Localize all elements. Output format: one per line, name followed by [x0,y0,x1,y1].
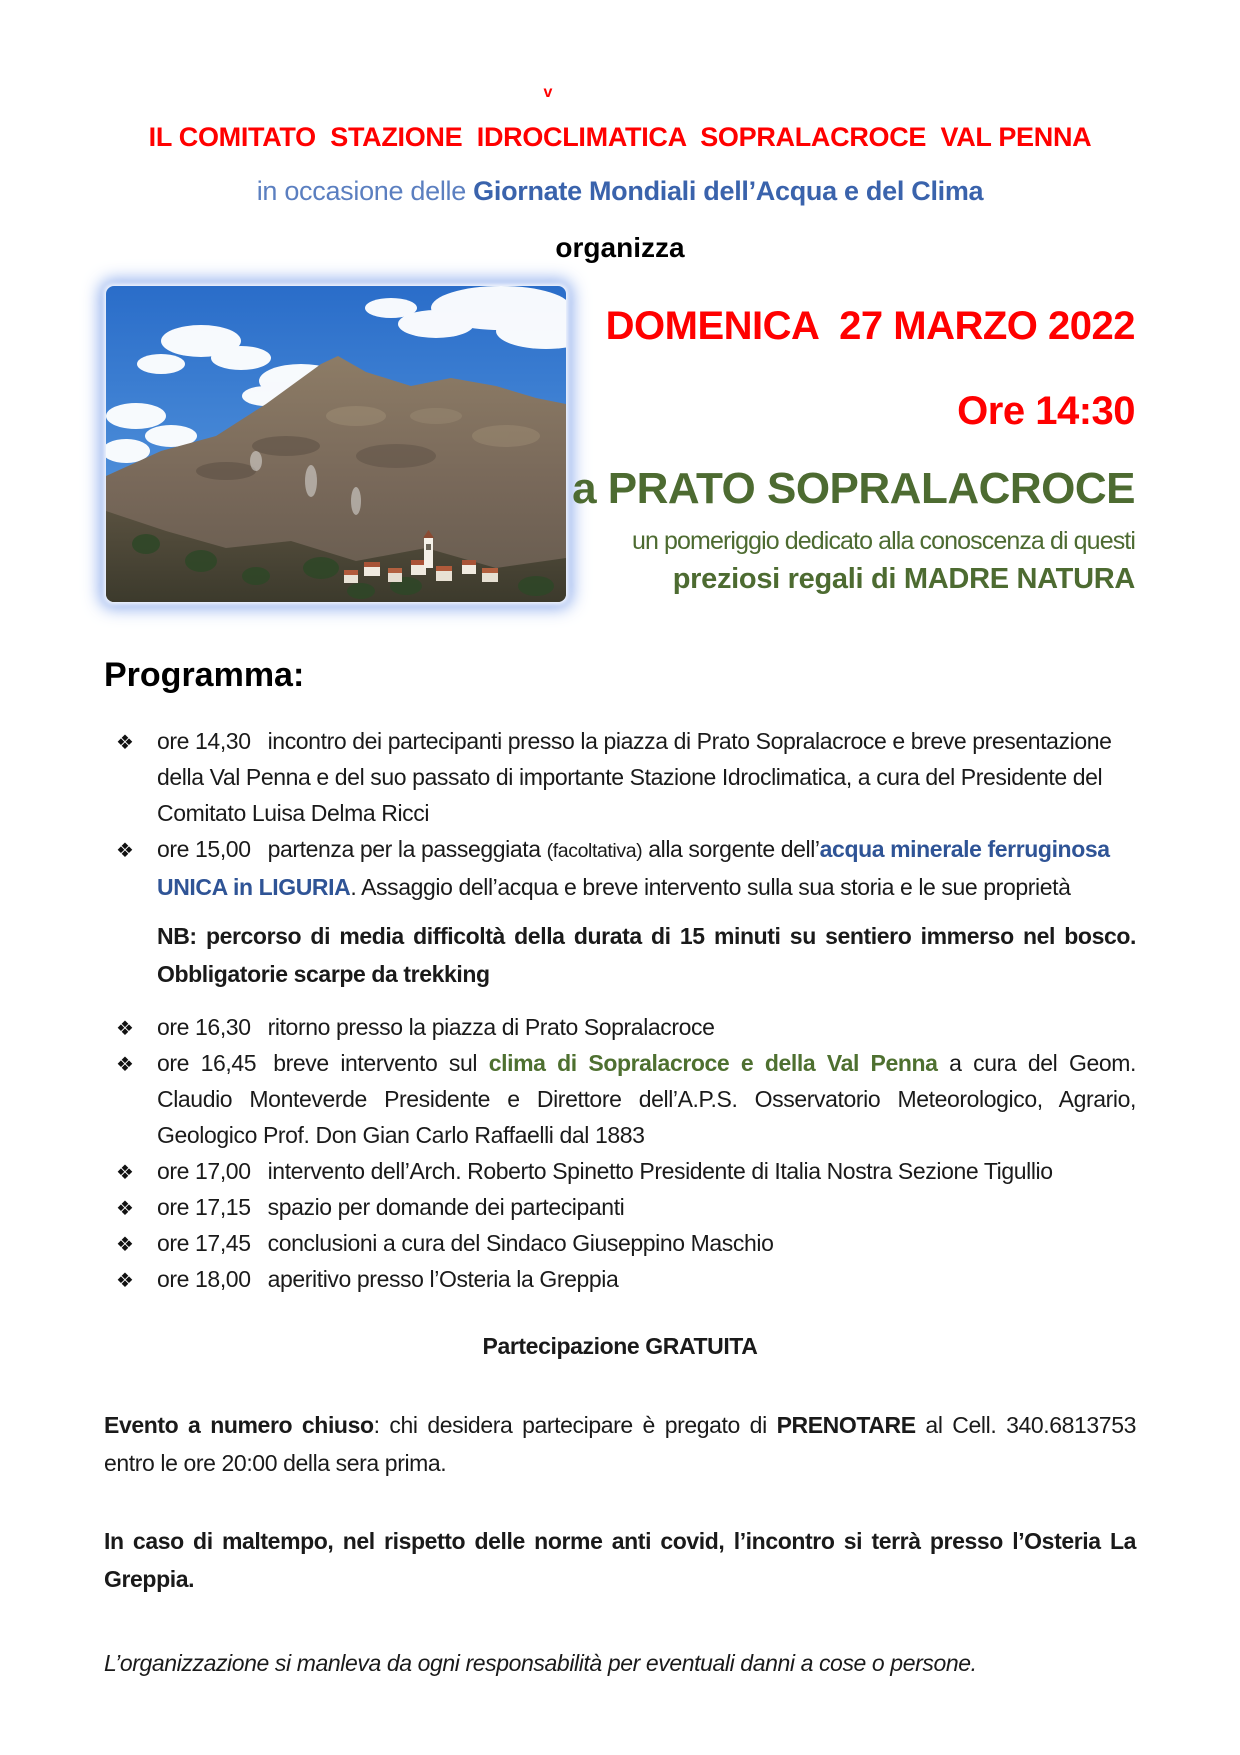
program-item-time: ore 16,45 [157,1050,257,1076]
text-segment: incontro dei partecipanti presso la piazza di Prato Sopralacroce e breve presentazione della Val Penna e del suo passato di importante Stazione Idroclimatica, a cura del Presidente del Comitato Luisa Delma Ricci [157,728,1112,826]
text-segment: PRENOTARE [776,1412,916,1438]
bullet-icon: ❖ [116,1160,134,1184]
program-item-time: ore 17,00 [157,1158,251,1184]
text-segment: partenza per la passeggiata [267,836,547,862]
program-item-time: ore 18,00 [157,1266,251,1292]
bullet-icon: ❖ [116,1196,134,1220]
hero-section [0,276,1240,628]
text-segment: ritorno presso la piazza di Prato Sopralacroce [267,1014,715,1040]
program-item-time: ore 14,30 [157,728,251,754]
occasion-subtitle-bold: Giornate Mondiali dell’Acqua e del Clima [473,176,984,206]
program-item [104,1045,1136,1153]
bullet-icon: ❖ [116,1016,134,1040]
program-item [104,1189,1136,1225]
participation-note: Partecipazione GRATUITA [482,1333,758,1359]
body-column [104,656,1136,1682]
text-segment: . Assaggio dell’acqua e breve intervento sulla sua storia e le sue proprietà [350,874,1071,900]
text-segment: spazio per domande dei partecipanti [267,1194,625,1220]
event-info [570,276,1135,596]
event-time: Ore 14:30 [957,389,1135,433]
organizza-label: organizza [555,232,685,263]
program-item [104,1009,1136,1045]
text-segment: clima di Sopralacroce e della Val Penna [488,1050,938,1076]
text-segment: al Cell. 340.6813753 entro le ore 20:00 della sera prima. [104,1412,1136,1476]
occasion-subtitle [0,176,1240,207]
text-segment: aperitivo presso l’Osteria la Greppia [267,1266,619,1292]
stray-bullet-marker: v [543,84,553,101]
landscape-illustration [106,286,566,602]
bullet-icon: ❖ [116,838,134,862]
committee-title: IL COMITATO STAZIONE IDROCLIMATICA SOPRALACROCE VAL PENNA [148,122,1092,152]
program-item-time: ore 15,00 [157,836,251,862]
landscape-photo [106,286,566,602]
text-segment: a cura del Geom. Claudio Monteverde Presidente e Direttore dell’A.P.S. Osservatorio Meteorologico, Agrario, Geologico Prof. Don Gian Carlo Raffaelli dal 1883 [157,1050,1137,1148]
program-item [104,831,1136,905]
program-item [104,1261,1136,1297]
text-segment: intervento dell’Arch. Roberto Spinetto Presidente di Italia Nostra Sezione Tigullio [267,1158,1053,1184]
event-tagline-1: un pomeriggio dedicato alla conoscenza di questi [632,527,1135,555]
program-item-time: ore 16,30 [157,1014,251,1040]
header-block [0,0,1240,264]
event-tagline-2: preziosi regali di MADRE NATURA [672,563,1135,595]
text-segment: breve intervento sul [273,1050,489,1076]
program-item [104,723,1136,831]
text-segment: : chi desidera partecipare è pregato di [373,1412,777,1438]
text-segment: acqua minerale ferruginosa UNICA in LIGURIA [157,836,1110,900]
program-list [104,723,1136,1297]
disclaimer: L’organizzazione si manleva da ogni responsabilità per eventuali danni a cose o persone. [104,1650,977,1676]
text-segment: alla sorgente dell’ [642,836,820,862]
text-segment: conclusioni a cura del Sindaco Giuseppino Maschio [267,1230,774,1256]
booking-paragraph [104,1406,1136,1482]
bullet-icon: ❖ [116,1268,134,1292]
text-segment: Evento a numero chiuso [104,1412,374,1438]
program-item-time: ore 17,45 [157,1230,251,1256]
program-item [104,1153,1136,1189]
text-segment: (facoltativa) [546,840,643,862]
event-date: DOMENICA 27 MARZO 2022 [605,304,1135,348]
event-place: a PRATO SOPRALACROCE [572,464,1135,513]
bullet-icon: ❖ [116,1052,134,1076]
program-item-time: ore 17,15 [157,1194,251,1220]
program-heading: Programma: [104,656,305,694]
nb-note: NB: percorso di media difficoltà della durata di 15 minuti su sentiero immerso nel bosco. Obbligatorie scarpe da trekking [157,923,1136,987]
program-item [104,1225,1136,1261]
bullet-icon: ❖ [116,1232,134,1256]
occasion-subtitle-regular: in occasione delle [256,176,474,206]
bullet-icon: ❖ [116,730,134,754]
weather-notice: In caso di maltempo, nel rispetto delle norme anti covid, l’incontro si terrà presso l’Osteria La Greppia. [104,1528,1136,1592]
